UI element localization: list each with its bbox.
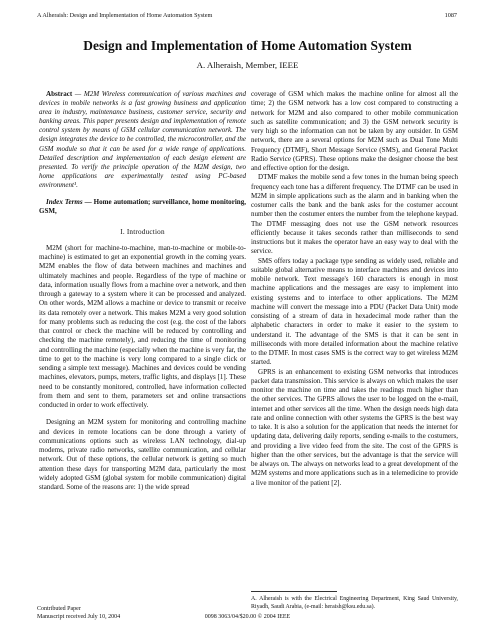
paragraph-sms: SMS offers today a package type sending as widely used, reliable and suitable global alternative means to interface machines and devices into mobile network. Text message's 160 characters is enough in most machine applications and the messages are easy to implement into existing systems and to interface to other applications. The M2M machine will convert the message into a PDU (Packet Data Unit) mode consisting of a stream of data in hexadecimal mode rather than the alphabetic characters in order to make it easier to the system to understand it. The advantage of the SMS is that it can be sent in milliseconds with more detailed information about the machine relative to the DTMF. In most cases SMS is the correct way to get wireless M2M started.	[251, 256, 458, 367]
abstract-text: — M2M Wireless communication of various machines and devices in mobile networks is a fast growing business and application area in industry, maintenance business, customer service, security and banking areas. This paper presents design and implementation of remote control system by means of GSM cellular communication network. The design integrates the device to be controlled, the microcontroller, and the GSM module so that it can be used for a wide range of applications. Detailed description and implementation of each design element are presented. To verify the principle operation of the M2M design, two home applications are experimentally tested using PC-based environment¹.	[39, 90, 246, 189]
paragraph-intro-1: M2M (short for machine-to-machine, man-to-machine or mobile-to-machine) is estimated to get an exponential growth in the coming years. M2M enables the flow of data between machines and machines and ultimately machines and people. Regardless of the type of machine or data, information usually flows from a machine over a network, and then through a gateway to a system where it can be processed and analyzed. On other words, M2M allows a machine or device to transmit or receive its data remotely over a network. This makes M2M a very good solution for many problems such as reducing the cost (e.g. the cost of the labors that control or check the machine will be reduced by controlling and checking the machine remotely), and reducing the time of monitoring and controlling the machine (especially when the machine is very far, the time to get to the machine is very long compared to a single click or sending a simple text message). Machines and devices could be vending machines, elevators, pumps, meters, traffic lights, and displays [1]. These need to be constantly monitored, controlled, have information collected from them and sent to them, parameters set and online transactions conducted in order to work effectively.	[39, 243, 246, 410]
abstract	[39, 90, 246, 190]
manuscript-received: Manuscript received July 10, 2004	[37, 613, 121, 620]
contributed-paper-label: Contributed Paper	[37, 606, 81, 612]
paragraph-gprs: GPRS is an enhancement to existing GSM networks that introduces packet data transmission. This service is always on which makes the user monitor the machine on time and takes the readings much higher than the other services. The GPRS allows the user to be logged on the e-mail, internet and other services all the time. When the design needs high data rate and online connection with other systems the GPRS is the best way to take. It is also a solution for the application that needs the internet for updating data, delivering daily reports, sending e-mails to the costumers, and providing a live video feed from the site. The cost of the GPRS is higher than the other services, but the advantage is that the service will be always on. The always on networks lead to a great development of the M2M systems and more applications such as in a telemedicine to provide a live monitor of the patient [2].	[251, 367, 458, 487]
index-terms	[39, 198, 246, 217]
footnote-rule	[251, 591, 337, 592]
paper-author: A. Alheraish, Member, IEEE	[196, 60, 299, 70]
paragraph-intro-2: Designing an M2M system for monitoring and controlling machine and devices in remote locations can be done through a variety of communications options such as wireless LAN technology, dial-up modems, private radio networks, satellite communication, and cellular network. Out of these options, the cellular network is getting so much attention these days for transporting M2M data, particularly the most widely adopted GSM (global system for mobile communication) digital standard. Some of the reasons are: 1) the wide spread	[39, 418, 246, 492]
running-head	[37, 12, 457, 19]
abstract-lead: Abstract	[46, 90, 73, 98]
left-column	[39, 90, 246, 492]
page-number: 1087	[444, 12, 457, 19]
paragraph-gsm-coverage: coverage of GSM which makes the machine online for almost all the time; 2) the GSM network has a low cost compared to constructing a network for M2M and also compared to other mobile communication such as satellite communication; and 3) the GSM network security is very high so the information can not be taken by any outsider. In GSM network, there are a several options for M2M such as Dual Tone Multi Frequency (DTMF), Short Message Service (SMS), and General Packet Radio Service (GPRS). These options make the designer choose the best and effective option for the design.	[251, 90, 458, 172]
right-column	[251, 90, 458, 488]
index-terms-lead: Index Terms	[46, 198, 83, 207]
paragraph-dtmf: DTMF makes the mobile send a few tones in the human being speech frequency each tone has a different frequency. The DTMF can be used in M2M in simple applications such as the alarm and in banking when the costumer calls the bank and the bank asks for the costumer account number then the costumer enters the number from the telephone keypad. The DTMF messaging does not use the GSM network resources efficiently because it takes seconds rather than milliseconds to send instructions but it makes the operator have an easy way to deal with the service.	[251, 173, 458, 256]
running-head-left: A Alheraish: Design and Implementation of Home Automation System	[37, 12, 213, 19]
author-footnote: A. Alheraish is with the Electrical Engineering Department, King Saud University, Riyadh, Saudi Arabia, (e-mail: heraish@ksu.edu.sa).	[251, 596, 458, 610]
index-terms-text: — Home automation; surveillance, home monitoring, GSM,	[39, 198, 246, 216]
copyright-line: 0098 3063/04/$20.00 © 2004 IEEE	[204, 614, 291, 620]
section-heading-introduction: I. Introduction	[120, 227, 165, 236]
paper-title: Design and Implementation of Home Automation System	[83, 38, 412, 53]
